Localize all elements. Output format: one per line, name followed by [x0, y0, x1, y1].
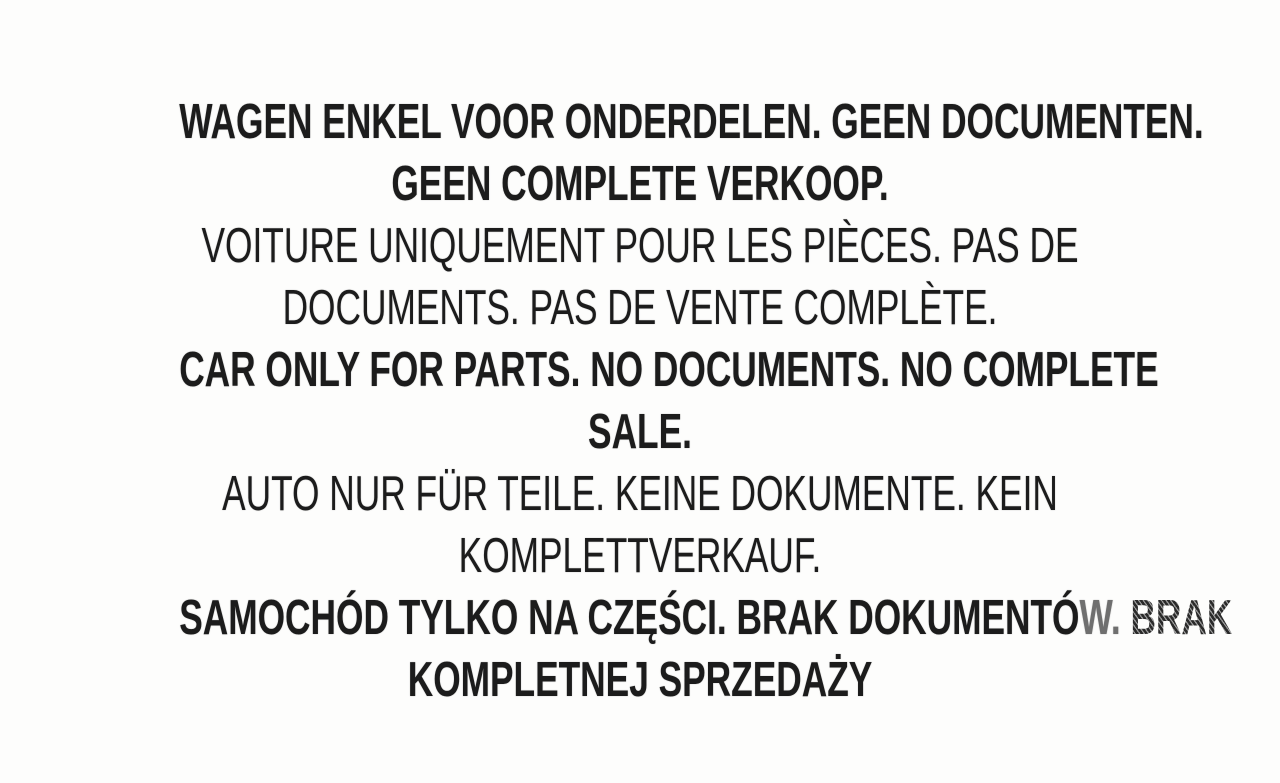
notice-line-german-1: AUTO NUR FÜR TEILE. KEINE DOKUMENTE. KEIN — [222, 467, 1058, 521]
notice-line-polish-1-dithered-text: BRAK — [1130, 591, 1233, 645]
notice-paragraph-english — [0, 339, 1280, 463]
notice-line-french-1: VOITURE UNIQUEMENT POUR LES PIÈCES. PAS DE — [201, 219, 1079, 273]
notice-line-german-2: KOMPLETTVERKAUF. — [458, 529, 822, 583]
notice-paragraph-polish — [0, 587, 1280, 711]
notice-line-english-2: SALE. — [588, 405, 692, 459]
notice-paragraph-german — [0, 463, 1280, 587]
notice-line-polish-1-solid-text: SAMOCHÓD TYLKO NA CZĘŚCI. BRAK DOKUMENTÓ — [179, 591, 1080, 645]
notice-line-polish-2: KOMPLETNEJ SPRZEDAŻY — [407, 653, 873, 707]
notice-paragraph-french — [0, 215, 1280, 339]
notice-line-french-2: DOCUMENTS. PAS DE VENTE COMPLÈTE. — [282, 281, 998, 335]
notice-line-polish-1-faded-text: W. — [1079, 591, 1131, 645]
notice-line-dutch-2: GEEN COMPLETE VERKOOP. — [391, 157, 889, 211]
notice-line-polish-1 — [179, 587, 1233, 649]
notice-line-english-1: CAR ONLY FOR PARTS. NO DOCUMENTS. NO COMPLETE — [179, 343, 1159, 397]
notice-line-dutch-1: WAGEN ENKEL VOOR ONDERDELEN. GEEN DOCUMENTEN. — [179, 95, 1204, 149]
multilingual-notice — [0, 91, 1280, 711]
notice-paragraph-dutch — [0, 91, 1280, 215]
